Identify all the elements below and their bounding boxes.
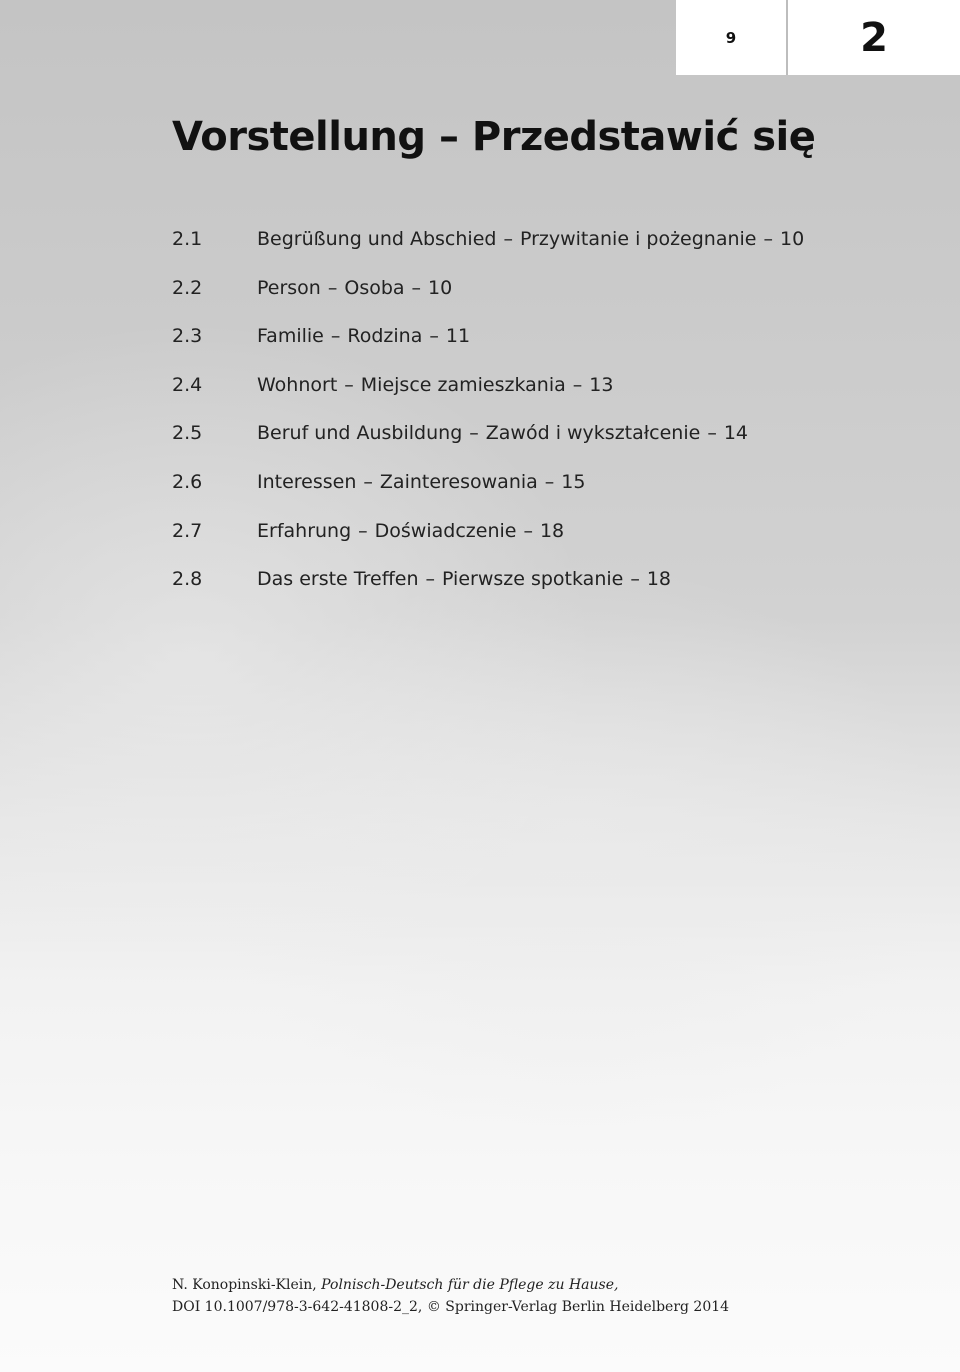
toc-entry-text <box>257 568 671 590</box>
toc-entry-number: 2.2 <box>172 276 203 299</box>
toc-entry[interactable] <box>172 277 804 326</box>
toc-separator: – <box>344 373 354 396</box>
chapter-tab <box>676 0 960 75</box>
toc-entry[interactable] <box>172 520 804 569</box>
footer-citation <box>172 1274 729 1318</box>
toc-entry-page: 13 <box>589 373 614 396</box>
toc-entry[interactable] <box>172 325 804 374</box>
toc-entry-polish: Doświadczenie <box>374 519 517 542</box>
toc-entry-german: Interessen <box>257 470 357 493</box>
table-of-contents <box>172 228 804 617</box>
toc-entry-polish: Pierwsze spotkanie <box>442 568 624 591</box>
toc-entry[interactable] <box>172 374 804 423</box>
toc-entry-german: Erfahrung <box>257 519 352 542</box>
toc-entry-number: 2.1 <box>172 228 203 250</box>
toc-entry-page: 10 <box>428 276 453 299</box>
toc-separator: – <box>411 276 422 299</box>
toc-separator: – <box>429 325 439 348</box>
toc-entry-german: Das erste Treffen <box>257 568 419 591</box>
toc-separator: – <box>363 470 373 493</box>
toc-separator: – <box>523 519 533 542</box>
toc-entry-polish: Zawód i wykształcenie <box>485 422 701 445</box>
toc-entry-number: 2.5 <box>172 422 203 445</box>
page-number: 9 <box>676 0 788 75</box>
toc-separator: – <box>544 470 555 493</box>
toc-entry-number: 2.8 <box>172 568 203 591</box>
toc-entry-text <box>257 228 804 250</box>
toc-entry-page: 10 <box>780 228 805 250</box>
citation-author: N. Konopinski-Klein, <box>172 1277 317 1293</box>
toc-entry-number: 2.3 <box>172 325 203 348</box>
toc-entry-page: 14 <box>723 422 748 445</box>
toc-separator: – <box>503 228 513 250</box>
chapter-title: Vorstellung – Przedstawić się <box>172 114 816 160</box>
toc-entry-page: 15 <box>561 470 586 493</box>
toc-entry-text <box>257 374 613 396</box>
toc-entry-number: 2.7 <box>172 519 203 542</box>
toc-entry-page: 18 <box>539 519 565 542</box>
toc-entry-text <box>257 422 748 444</box>
toc-separator: – <box>572 373 583 396</box>
citation-line-1 <box>172 1274 729 1296</box>
toc-entry-text <box>257 471 585 493</box>
toc-separator: – <box>630 568 640 591</box>
toc-entry-text <box>257 277 452 299</box>
chapter-number: 2 <box>788 0 960 75</box>
toc-separator: – <box>469 422 479 445</box>
toc-entry-german: Familie <box>257 325 324 348</box>
toc-entry[interactable] <box>172 471 804 520</box>
toc-entry-german: Person <box>257 276 321 299</box>
toc-separator: – <box>330 325 341 348</box>
toc-entry-polish: Rodzina <box>347 325 423 348</box>
toc-entry-german: Beruf und Ausbildung <box>257 422 463 445</box>
toc-entry-polish: Przywitanie i pożegnanie <box>519 228 757 250</box>
toc-entry-text <box>257 325 470 347</box>
toc-separator: – <box>763 228 773 250</box>
toc-entry-polish: Zainteresowania <box>379 470 538 493</box>
toc-entry-number: 2.4 <box>172 373 203 396</box>
toc-entry-german: Wohnort <box>257 373 338 396</box>
toc-entry[interactable] <box>172 422 804 471</box>
toc-entry[interactable] <box>172 228 804 277</box>
toc-entry[interactable] <box>172 568 804 617</box>
toc-entry-text <box>257 520 564 542</box>
toc-entry-polish: Osoba <box>344 276 405 299</box>
citation-doi: DOI 10.1007/978-3-642-41808-2_2, © Springer-Verlag Berlin Heidelberg 2014 <box>172 1299 730 1315</box>
toc-entry-number: 2.6 <box>172 470 203 493</box>
toc-separator: – <box>358 519 368 542</box>
toc-separator: – <box>425 568 436 591</box>
toc-entry-polish: Miejsce zamieszkania <box>360 373 566 396</box>
toc-entry-page: 18 <box>646 568 672 591</box>
toc-separator: – <box>707 422 717 445</box>
toc-separator: – <box>327 276 338 299</box>
toc-entry-german: Begrüßung und Abschied <box>257 228 497 250</box>
citation-book-title: Polnisch-Deutsch für die Pflege zu Hause, <box>321 1277 619 1293</box>
toc-entry-page: 11 <box>445 325 471 348</box>
